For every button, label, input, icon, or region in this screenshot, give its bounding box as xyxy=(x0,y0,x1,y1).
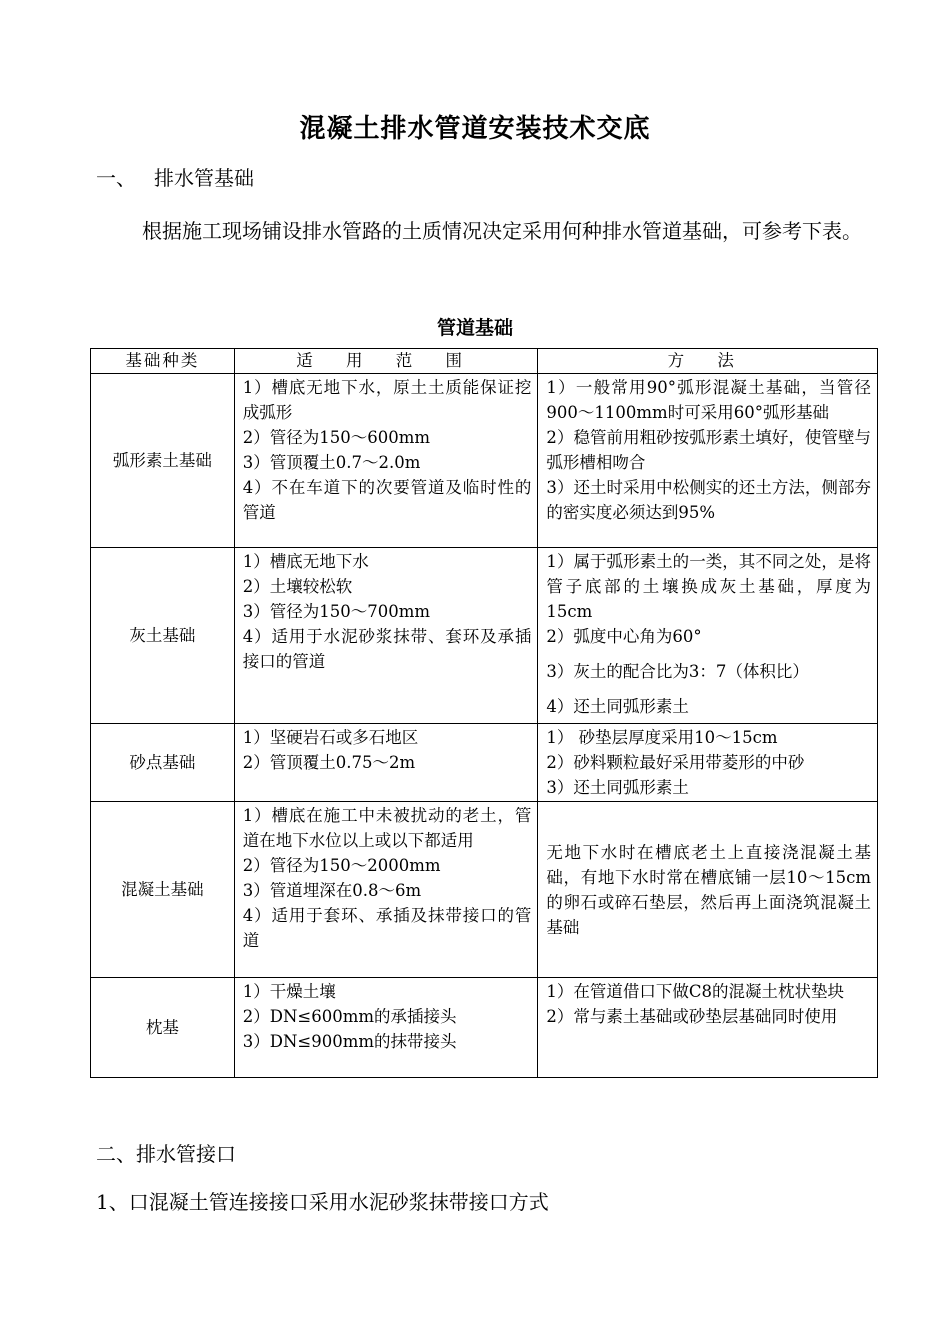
section-number: 一、 xyxy=(96,166,136,190)
table-row xyxy=(91,802,878,978)
scope-cell xyxy=(234,548,538,724)
method-line: 1）在管道借口下做C8的混凝土枕状垫块 xyxy=(546,982,845,1001)
method-line: 1）一般常用90°弧形混凝土基础，当管径900～1100mm时可采用60°弧形基础 xyxy=(546,378,871,422)
scope-line: 1）干燥土壤 xyxy=(242,982,336,1001)
scope-line: 3）管径为150～700mm xyxy=(242,602,431,621)
scope-cell xyxy=(234,802,538,978)
scope-line: 2）DN≤600mm的承插接头 xyxy=(242,1007,457,1026)
scope-line: 2）管径为150～600mm xyxy=(242,428,431,447)
table-row xyxy=(91,724,878,802)
method-line: 无地下水时在槽底老土上直接浇混凝土基础，有地下水时常在槽底铺一层10～15cm的卵石或碎石垫层，然后再上面浇筑混凝土基础 xyxy=(546,842,871,937)
scope-line: 4）适用于水泥砂浆抹带、套环及承插接口的管道 xyxy=(242,627,532,671)
header-scope: 适 用 范 围 xyxy=(234,349,538,374)
section-heading-2: 二、排水管接口 xyxy=(96,1142,236,1166)
method-cell xyxy=(538,374,878,548)
foundation-type-cell: 弧形素土基础 xyxy=(91,374,235,548)
numbered-item-1: 1、口混凝土管连接接口采用水泥砂浆抹带接口方式 xyxy=(96,1190,549,1214)
scope-line: 1）槽底在施工中未被扰动的老土，管道在地下水位以上或以下都适用 xyxy=(242,806,532,850)
method-cell xyxy=(538,802,878,978)
method-cell xyxy=(538,548,878,724)
section-label: 排水管基础 xyxy=(154,166,254,190)
scope-line: 1）槽底无地下水，原土土质能保证挖成弧形 xyxy=(242,378,532,422)
scope-line: 4）不在车道下的次要管道及临时性的管道 xyxy=(242,478,532,522)
method-line: 4）还土同弧形素土 xyxy=(546,697,689,716)
foundation-type-cell: 枕基 xyxy=(91,978,235,1078)
method-line: 2）常与素土基础或砂垫层基础同时使用 xyxy=(546,1007,838,1026)
scope-line: 1）坚硬岩石或多石地区 xyxy=(242,728,419,747)
table-row xyxy=(91,978,878,1078)
scope-line: 3）管顶覆土0.7～2.0m xyxy=(242,453,421,472)
foundation-type-cell: 混凝土基础 xyxy=(91,802,235,978)
header-method: 方 法 xyxy=(538,349,878,374)
method-line: 2）砂料颗粒最好采用带菱形的中砂 xyxy=(546,753,805,772)
scope-line: 2）土壤较松软 xyxy=(242,577,353,596)
scope-line: 4）适用于套环、承插及抹带接口的管道 xyxy=(242,906,532,950)
method-cell xyxy=(538,724,878,802)
scope-cell xyxy=(234,724,538,802)
scope-cell xyxy=(234,374,538,548)
scope-line: 2）管顶覆土0.75～2m xyxy=(242,753,416,772)
method-cell xyxy=(538,978,878,1078)
intro-paragraph: 根据施工现场铺设排水管路的土质情况决定采用何种排水管道基础，可参考下表。 xyxy=(142,219,862,243)
scope-line: 2）管径为150～2000mm xyxy=(242,856,441,875)
table-caption: 管道基础 xyxy=(436,317,513,339)
scope-line: 3）管道埋深在0.8～6m xyxy=(242,881,422,900)
method-line: 3）灰土的配合比为3：7（体积比） xyxy=(546,662,809,681)
header-type: 基础种类 xyxy=(91,349,235,374)
scope-line: 1）槽底无地下水 xyxy=(242,552,369,571)
document-title: 混凝土排水管道安装技术交底 xyxy=(299,114,651,144)
scope-line: 3）DN≤900mm的抹带接头 xyxy=(242,1032,457,1051)
table-row xyxy=(91,548,878,724)
method-line: 1）属于弧形素土的一类，其不同之处，是将管子底部的土壤换成灰土基础，厚度为15cm xyxy=(546,552,871,621)
foundation-type-cell: 砂点基础 xyxy=(91,724,235,802)
table-row xyxy=(91,374,878,548)
method-line: 1） 砂垫层厚度采用10～15cm xyxy=(546,728,778,747)
foundation-type-cell: 灰土基础 xyxy=(91,548,235,724)
method-line: 3）还土同弧形素土 xyxy=(546,778,689,797)
section-heading-1 xyxy=(96,162,254,191)
table-header-row xyxy=(91,349,878,374)
method-line: 2）稳管前用粗砂按弧形素土填好，使管壁与弧形槽相吻合 xyxy=(546,428,871,472)
method-line: 3）还土时采用中松侧实的还土方法，侧部夯的密实度必须达到95% xyxy=(546,478,871,522)
method-line: 2）弧度中心角为60° xyxy=(546,627,702,646)
scope-cell xyxy=(234,978,538,1078)
foundation-table xyxy=(90,348,878,1078)
